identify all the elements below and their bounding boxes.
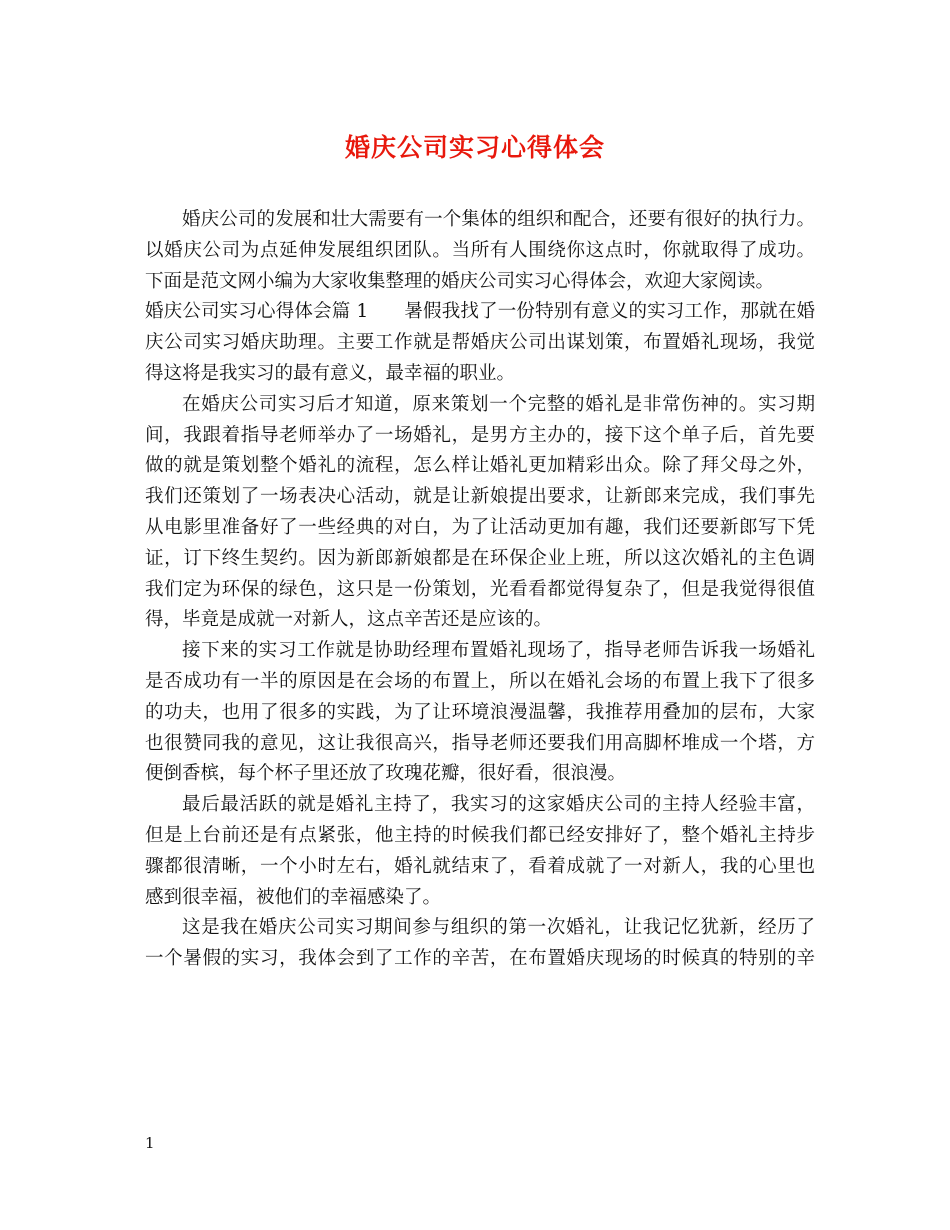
paragraph-line: 但是上台前还是有点紧张，他主持的时候我们都已经安排好了，整个婚礼主持步 [145, 824, 815, 846]
paragraph-line: 间，我跟着指导老师举办了一场婚礼，是男方主办的，接下这个单子后，首先要 [145, 424, 815, 446]
paragraph-line: 便倒香槟，每个杯子里还放了玫瑰花瓣，很好看，很浪漫。 [145, 763, 627, 785]
section-heading-line [145, 297, 815, 328]
section-heading: 婚庆公司实习心得体会篇 1 [145, 301, 369, 323]
paragraph-line: 得，毕竟是成就一对新人，这点辛苦还是应该的。 [145, 609, 553, 631]
paragraph-line: 这是我在婚庆公司实习期间参与组织的第一次婚礼，让我记忆犹新，经历了 [182, 917, 815, 939]
intro-line: 下面是范文网小编为大家收集整理的婚庆公司实习心得体会，欢迎大家阅读。 [145, 270, 775, 292]
paragraph-line: 的功夫，也用了很多的实践，为了让环境浪漫温馨，我推荐用叠加的层布，大家 [145, 701, 815, 723]
paragraph-line: 接下来的实习工作就是协助经理布置婚礼现场了，指导老师告诉我一场婚礼 [182, 640, 815, 662]
paragraph-line: 也很赞同我的意见，这让我很高兴，指导老师还要我们用高脚杯堆成一个塔，方 [145, 732, 815, 754]
paragraph-line: 庆公司实习婚庆助理。主要工作就是帮婚庆公司出谋划策，布置婚礼现场，我觉 [145, 332, 815, 354]
paragraph-line: 最后最活跃的就是婚礼主持了，我实习的这家婚庆公司的主持人经验丰富， [182, 794, 815, 816]
intro-line: 以婚庆公司为点延伸发展组织团队。当所有人围绕你这点时，你就取得了成功。 [145, 239, 815, 261]
paragraph-line: 一个暑假的实习，我体会到了工作的辛苦，在布置婚庆现场的时候真的特别的辛 [145, 948, 815, 970]
paragraph-line: 是否成功有一半的原因是在会场的布置上，所以在婚礼会场的布置上我下了很多 [145, 670, 815, 692]
document-body [145, 205, 815, 975]
paragraph-line: 骤都很清晰，一个小时左右，婚礼就结束了，看着成就了一对新人，我的心里也 [145, 855, 815, 877]
paragraph-line: 我们还策划了一场表决心活动，就是让新娘提出要求，让新郎来完成，我们事先 [145, 486, 815, 508]
page-number: 1 [145, 1134, 155, 1152]
document-title: 婚庆公司实习心得体会 [344, 133, 605, 162]
paragraph-line: 从电影里准备好了一些经典的对白，为了让活动更加有趣，我们还要新郎写下凭 [145, 516, 815, 538]
paragraph-text: 暑假我找了一份特别有意义的实习工作，那就在婚 [404, 301, 815, 323]
paragraph-line: 得这将是我实习的最有意义，最幸福的职业。 [145, 362, 516, 384]
intro-line: 婚庆公司的发展和壮大需要有一个集体的组织和配合，还要有很好的执行力。 [182, 209, 815, 230]
paragraph-line: 做的就是策划整个婚礼的流程，怎么样让婚礼更加精彩出众。除了拜父母之外， [145, 455, 815, 477]
paragraph-line: 在婚庆公司实习后才知道，原来策划一个完整的婚礼是非常伤神的。实习期 [182, 393, 815, 415]
paragraph-line: 证，订下终生契约。因为新郎新娘都是在环保企业上班，所以这次婚礼的主色调 [145, 547, 815, 569]
paragraph-line: 感到很幸福，被他们的幸福感染了。 [145, 886, 442, 908]
paragraph-line: 我们定为环保的绿色，这只是一份策划，光看看都觉得复杂了，但是我觉得很值 [145, 578, 815, 600]
